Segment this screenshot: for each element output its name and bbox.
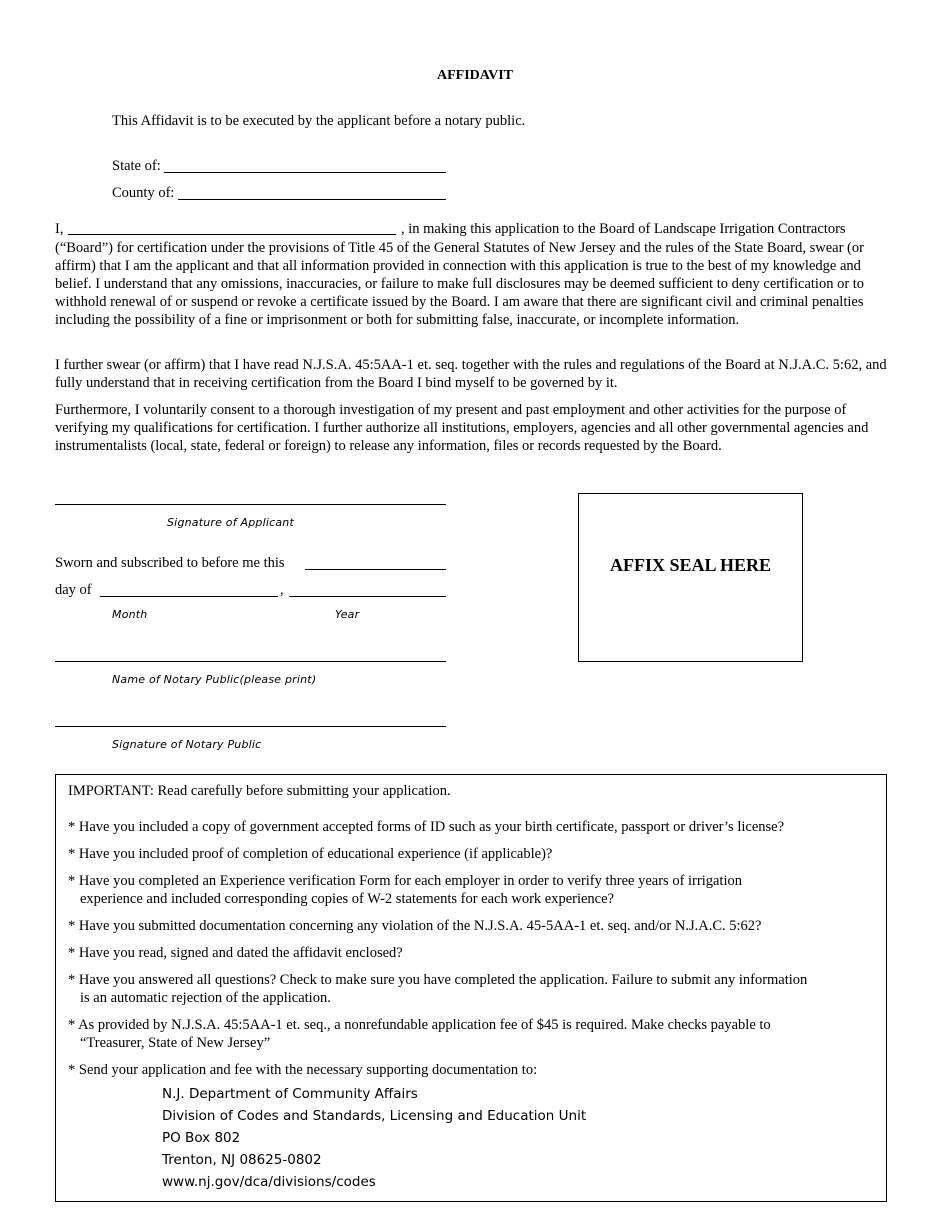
county-label: County of: (112, 185, 175, 201)
checklist-item: * As provided by N.J.S.A. 45:5AA-1 et. seq., a nonrefundable application fee of $45 is required. Make checks payable to (68, 1017, 771, 1033)
sworn-day-field[interactable] (305, 569, 446, 570)
important-heading: IMPORTANT: Read carefully before submitting your application. (68, 783, 451, 799)
month-field[interactable] (100, 596, 278, 597)
address-line: Trenton, NJ 08625-0802 (162, 1152, 322, 1168)
checklist-item: * Have you answered all questions? Check to make sure you have completed the application. Failure to submit any information (68, 972, 808, 988)
year-label: Year (335, 608, 360, 621)
checklist-item: * Have you included a copy of government accepted forms of ID such as your birth certificate, passport or driver’s license? (68, 819, 785, 835)
intro-text: This Affidavit is to be executed by the applicant before a notary public. (112, 113, 526, 129)
address-line: Division of Codes and Standards, Licensing and Education Unit (162, 1108, 587, 1124)
checklist-item: * Have you read, signed and dated the affidavit enclosed? (68, 945, 403, 961)
para3: Furthermore, I voluntarily consent to a thorough investigation of my present and past employment and other activities for the purpose of verifying my qualifications for certification. I further authorize all institutions, employers, agencies and all other governmental agencies and instrumentalists (local, state, federal or foreign) to release any information, files or records requested by the Board. (55, 402, 869, 454)
applicant-name-field[interactable] (68, 234, 396, 235)
document-title: AFFIDAVIT (437, 68, 513, 83)
checklist-item-continuation: is an automatic rejection of the application. (80, 990, 331, 1006)
notary-signature-field[interactable] (55, 726, 446, 727)
checklist-item: * Have you submitted documentation concerning any violation of the N.J.S.A. 45-5AA-1 et. seq. and/or N.J.A.C. 5:62? (68, 918, 762, 934)
checklist-item: * Send your application and fee with the necessary supporting documentation to: (68, 1062, 538, 1078)
seal-text: AFFIX SEAL HERE (609, 555, 772, 575)
seal-box (578, 493, 803, 662)
state-label: State of: (112, 158, 161, 174)
checklist-item-continuation: “Treasurer, State of New Jersey” (80, 1035, 271, 1051)
address-line: N.J. Department of Community Affairs (162, 1086, 418, 1102)
applicant-signature-field[interactable] (55, 504, 446, 505)
address-url[interactable]: www.nj.gov/dca/divisions/codes (162, 1174, 376, 1190)
comma: , (280, 582, 284, 598)
month-label: Month (112, 608, 148, 621)
address-block (162, 1083, 586, 1193)
notary-signature-label: Signature of Notary Public (112, 738, 262, 751)
important-box (55, 774, 887, 1202)
county-field[interactable] (178, 199, 446, 200)
para1-body: (“Board”) for certification under the provisions of Title 45 of the General Statutes of New Jersey and the rules of the State Board, swear (or affirm) that I am the applicant and that all information provided in connection with this application is true to the best of my knowledge and belief. I understand that any omissions, inaccuracies, or failure to make full disclosures may be deemed sufficient to deny certification or to withhold renewal of or suspend or revoke a certificate issued by the Board. I am aware that there are significant civil and criminal penalties including the possibility of a fine or imprisonment or both for submitting false, inaccurate, or incomplete information. (55, 240, 865, 328)
notary-name-field[interactable] (55, 661, 446, 662)
para1-prefix: I, (55, 221, 64, 237)
day-of-label: day of (55, 582, 92, 598)
checklist-item: * Have you completed an Experience verification Form for each employer in order to verify three years of irrigation (68, 873, 742, 889)
para1-rest: , in making this application to the Board of Landscape Irrigation Contractors (401, 221, 846, 237)
checklist-item: * Have you included proof of completion of educational experience (if applicable)? (68, 846, 553, 862)
sworn-label: Sworn and subscribed to before me this (55, 555, 285, 571)
checklist-item-continuation: experience and included corresponding copies of W-2 statements for each work experience? (80, 891, 614, 907)
year-field[interactable] (289, 596, 446, 597)
notary-name-label: Name of Notary Public(please print) (112, 673, 317, 686)
signature-applicant-label: Signature of Applicant (167, 516, 294, 529)
para2: I further swear (or affirm) that I have read N.J.S.A. 45:5AA-1 et. seq. together with the rules and regulations of the Board at N.J.A.C. 5:62, and fully understand that in receiving certification from the Board I bind myself to be governed by it. (55, 357, 887, 391)
state-field[interactable] (164, 172, 446, 173)
address-line: PO Box 802 (162, 1130, 241, 1146)
